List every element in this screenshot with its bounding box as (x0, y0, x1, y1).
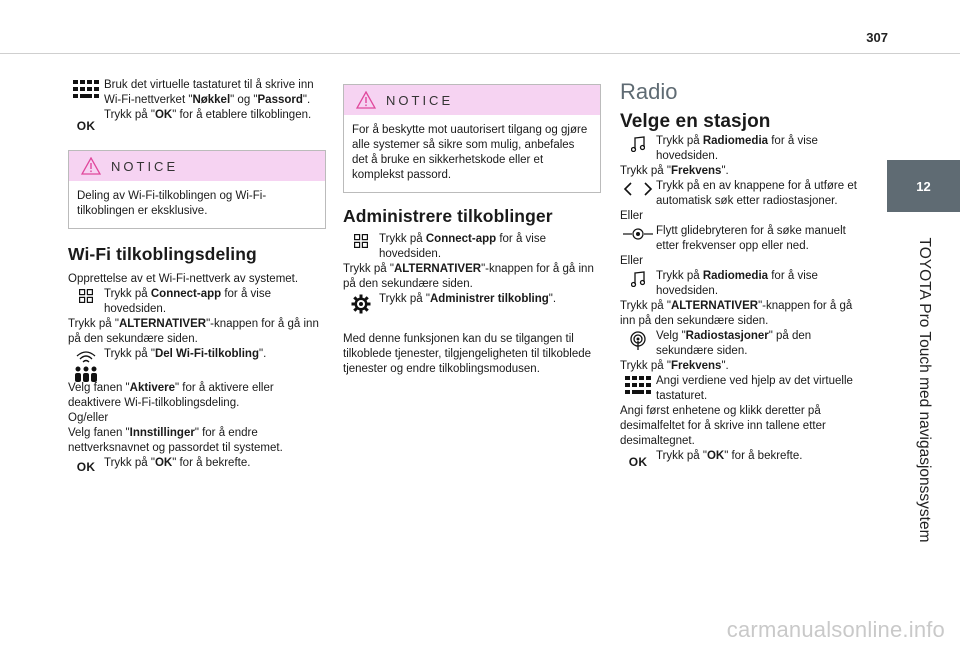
notice-title: NOTICE (111, 158, 179, 174)
section-heading-wifi: Wi-Fi tilkoblingsdeling (68, 244, 257, 264)
step-radio-stations: Velg "Radiostasjoner" på den sekundære siden. (620, 329, 870, 359)
paragraph: Trykk på "ALTERNATIVER"-knappen for å gå inn på den sekundære siden. (343, 263, 594, 290)
step-ok-confirm: OK Trykk på "OK" for å bekrefte. (620, 449, 870, 470)
paragraph: Med denne funksjonen kan du se tilgangen til tilkoblede tjenester, tilgjengeligheten til tilkoblede tjenester og endre tilkoblingsmodusen. (343, 333, 592, 375)
watermark: carmanualsonline.info (726, 617, 945, 642)
radio-antenna-icon (620, 329, 656, 351)
paragraph: Opprettelse av et Wi-Fi-nettverk av systemet. (68, 273, 299, 285)
paragraph: Velg fanen "Innstillinger" for å endre nettverksnavnet og passordet til systemet. (68, 427, 283, 454)
side-chapter-title: TOYOTA Pro Touch med navigasjonssystem (916, 237, 933, 543)
gear-icon (343, 292, 379, 314)
warning-icon (81, 157, 101, 175)
paragraph: Angi først enhetene og klikk deretter på desimalfeltet for å skrive inn tallene etter desimaltegnet. (620, 405, 826, 447)
ok-icon: OK (628, 455, 648, 469)
warning-icon (356, 91, 376, 109)
step-connect-app: Trykk på Connect-app for å vise hovedsiden. (68, 287, 326, 317)
music-note-icon (620, 269, 656, 287)
step-radiomedia-2: Trykk på Radiomedia for å vise hovedsiden. (620, 269, 870, 299)
step-manage-connection: Trykk på "Administrer tilkobling". (343, 292, 601, 314)
column-3 (620, 78, 870, 470)
apps-grid-icon (68, 287, 104, 303)
step-virtual-keyboard: Angi verdiene ved hjelp av det virtuelle tastaturet. (620, 374, 870, 404)
step-share-wifi: Trykk på "Del Wi-Fi-tilkobling". (68, 347, 326, 383)
keyboard-icon (68, 78, 104, 98)
step-ok-confirm: OK Trykk på "OK" for å bekrefte. (68, 456, 326, 475)
notice-title: NOTICE (386, 92, 454, 108)
paragraph: Trykk på "ALTERNATIVER"-knappen for å gå inn på den sekundære siden. (68, 318, 319, 345)
paragraph: Trykk på "Frekvens". (620, 165, 729, 177)
step-connect-app: Trykk på Connect-app for å vise hovedsiden. (343, 232, 601, 262)
paragraph: Trykk på "Frekvens". (620, 360, 729, 372)
section-tab: 12 (887, 160, 960, 212)
header-rule (0, 53, 960, 54)
paragraph: Og/eller (68, 412, 109, 424)
notice-header (344, 85, 600, 115)
section-heading-manage: Administrere tilkoblinger (343, 206, 553, 226)
paragraph: Eller (620, 255, 644, 267)
notice-body: Deling av Wi-Fi-tilkoblingen og Wi-Fi-tilkoblingen er eksklusive. (77, 190, 267, 217)
paragraph: Velg fanen "Aktivere" for å aktivere eller deaktivere Wi-Fi-tilkoblingsdeling. (68, 382, 274, 409)
ok-icon: OK (76, 119, 96, 133)
keyboard-step (68, 78, 326, 123)
wifi-share-icon (68, 347, 104, 383)
step-slider: Flytt glidebryteren for å søke manuelt etter frekvenser opp eller ned. (620, 224, 870, 254)
page-number: 307 (866, 30, 888, 45)
paragraph: Eller (620, 210, 644, 222)
chapter-title-radio: Radio (620, 79, 678, 104)
notice-box-2 (343, 84, 601, 193)
section-heading-station: Velge en stasjon (620, 111, 771, 132)
step-auto-search: Trykk på en av knappene for å utføre et automatisk søk etter radiostasjoner. (620, 179, 870, 209)
step-radiomedia: Trykk på Radiomedia for å vise hovedsiden. (620, 134, 870, 164)
notice-header (69, 151, 325, 181)
notice-box-1 (68, 150, 326, 229)
column-1 (68, 78, 326, 475)
ok-icon: OK (76, 460, 96, 474)
keyboard-icon (620, 374, 656, 394)
paragraph: Trykk på "ALTERNATIVER"-knappen for å gå inn på den sekundære siden. (620, 300, 853, 327)
chevron-left-right-icon (620, 179, 656, 197)
music-note-icon (620, 134, 656, 152)
slider-target-icon (620, 224, 656, 242)
notice-body: For å beskytte mot uautorisert tilgang og gjøre alle systemer så sikre som mulig, anbefales det å bruke en sikkerhetskode eller et komplekst passord. (352, 124, 588, 181)
column-2 (343, 78, 601, 377)
keyboard-step-text: Bruk det virtuelle tastaturet til å skrive inn Wi-Fi-nettverket "Nøkkel" og "Passord". Trykk på "OK" for å etablere tilkoblingen. (104, 79, 314, 121)
apps-grid-icon (343, 232, 379, 248)
